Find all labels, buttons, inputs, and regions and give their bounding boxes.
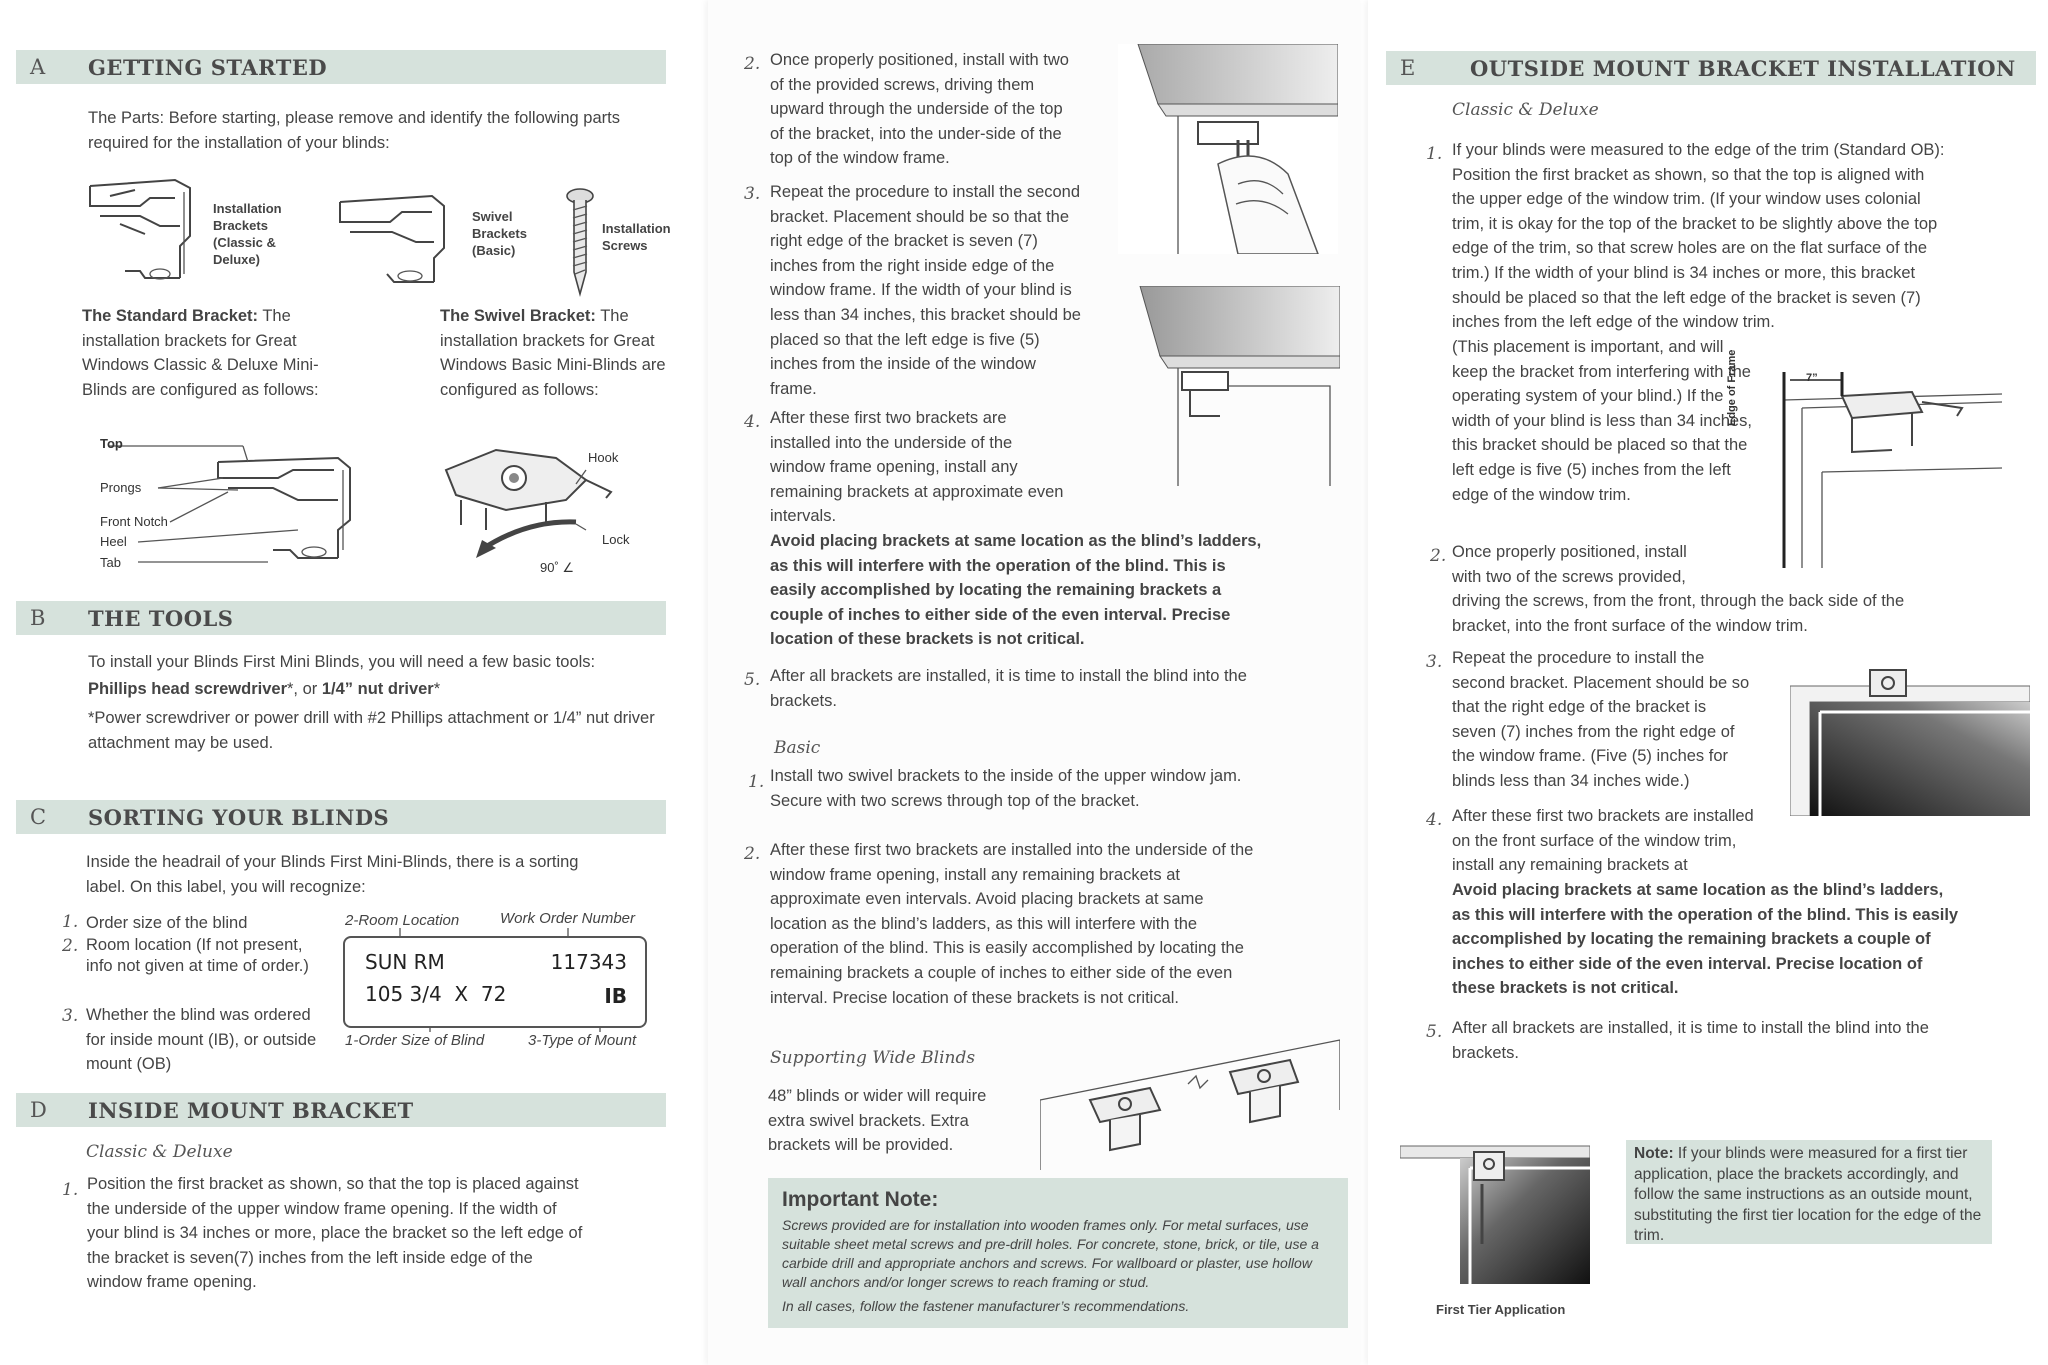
sorting-item-1: Order size of the blind	[86, 914, 248, 932]
label-prongs: Prongs	[100, 480, 142, 495]
label-tab: Tab	[100, 555, 121, 570]
tools-list	[88, 677, 678, 702]
list-number: 2.	[62, 936, 79, 956]
tool-separator: *, or	[287, 680, 322, 698]
outside-step-4: After these first two brackets are installed on the front surface of the window trim, install any remaining brackets at	[1452, 807, 1754, 875]
part-label-swivel-brackets: Swivel Brackets (Basic)	[472, 209, 527, 258]
step-number: 5.	[1426, 1022, 1443, 1042]
outside-step-5: After all brackets are installed, it is time to install the blind into the brackets.	[1452, 1019, 1929, 1062]
basic-step-1: Install two swivel brackets to the inside of the upper window jam. Secure with two screws through top of the bracket.	[770, 767, 1242, 810]
section-d-subtitle: Classic & Deluxe	[86, 1142, 233, 1162]
part-label-installation-screws: Installation Screws	[602, 221, 671, 253]
inside-step-5: After all brackets are installed, it is time to install the blind into the brackets.	[770, 667, 1247, 710]
inside-mount-bracket-image	[1130, 286, 1340, 486]
section-letter: D	[30, 1098, 47, 1122]
label-room: SUN RM	[365, 950, 445, 974]
first-tier-note	[1634, 1144, 1988, 1247]
first-tier-note-box	[1626, 1140, 1992, 1244]
first-tier-note-heading: Note:	[1634, 1145, 1674, 1162]
label-caption-type: 3-Type of Mount	[528, 1032, 637, 1049]
inside-mount-hand-image	[1118, 44, 1338, 254]
label-caption-room: 2-Room Location	[345, 912, 460, 929]
tool-nut-driver: 1/4” nut driver	[321, 680, 434, 698]
label-caption-work-order: Work Order Number	[500, 910, 636, 927]
first-tier-image	[1400, 1094, 1590, 1284]
standard-bracket-diagram	[98, 430, 368, 570]
step-number: 2.	[1430, 546, 1447, 566]
label-caption-size: 1-Order Size of Blind	[345, 1032, 485, 1049]
list-number: 3.	[62, 1006, 79, 1026]
inside-step-1: Position the first bracket as shown, so that the top is placed against the underside of the upper window frame opening. If the width of your blind is 34 inches or more, place the bracket so the left edge of the bracket is seven(7) inches from the left inside edge of the window frame opening.	[87, 1175, 583, 1292]
step-number: 1.	[62, 1180, 79, 1200]
outside-step-2-continued: driving the screws, from the front, through the back side of the bracket, into the front surface of the window trim.	[1452, 592, 1905, 635]
installation-bracket-image	[80, 176, 205, 286]
section-e-subtitle: Classic & Deluxe	[1452, 100, 1599, 120]
standard-bracket-heading: The Standard Bracket:	[82, 307, 259, 325]
step-number: 3.	[744, 184, 761, 204]
standard-bracket-description	[82, 304, 362, 402]
section-b-header	[16, 601, 666, 635]
inside-step-4-warning: Avoid placing brackets at same location as the blind’s ladders, as this will interfere with the operation of the blind. This is easily accomplished by locating the remaining brackets a couple of inches to either side of the even interval. Precise location of these brackets is not critical.	[770, 532, 1262, 649]
tool-asterisk: *	[433, 680, 441, 698]
label-work-order: 117343	[550, 950, 627, 974]
sorting-intro: Inside the headrail of your Blinds First Mini-Blinds, there is a sorting label. On this label, you will recognize:	[86, 853, 579, 896]
outside-step-1-continued: (This placement is important, and will keep the bracket from interfering with the operating system of your blind.) If the width of your blind is less than 34 inches, this bracket should be placed so that the left edge is five (5) inches from the left edge of the window trim.	[1452, 338, 1752, 504]
important-note-text-2: In all cases, follow the fastener manufacturer’s recommendations.	[782, 1298, 1190, 1314]
step-number: 4.	[1426, 810, 1443, 830]
important-note-title: Important Note:	[782, 1188, 939, 1211]
step-number: 3.	[1426, 652, 1443, 672]
important-note-box	[768, 1178, 1348, 1328]
section-title: OUTSIDE MOUNT BRACKET INSTALLATION	[1470, 56, 2016, 81]
step-number: 2.	[744, 844, 761, 864]
standard-bracket-text: The installation brackets for Great Windows Classic & Deluxe Mini-Blinds are configured as follows:	[82, 307, 319, 399]
parts-intro: The Parts: Before starting, please remove and identify the following parts required for the installation of your blinds:	[88, 109, 620, 152]
section-c-header	[16, 800, 666, 834]
section-letter: E	[1400, 56, 1416, 80]
important-note-text: Screws provided are for installation into wooden frames only. For metal surfaces, use suitable sheet metal screws and pre-drill holes. For concrete, stone, brick, or tile, use a carbide drill and appropriate anchors and screws. For wallboard or plaster, use hollow wall anchors and/or longer screws to reach framing or stud.	[782, 1217, 1319, 1290]
section-letter: B	[30, 606, 46, 630]
tool-screwdriver: Phillips head screwdriver	[88, 680, 287, 698]
section-title: THE TOOLS	[88, 606, 234, 631]
section-title: INSIDE MOUNT BRACKET	[88, 1098, 414, 1123]
tools-note: *Power screwdriver or power drill with #2 Phillips attachment or 1/4” nut driver attachment may be used.	[88, 709, 655, 752]
inside-step-2: Once properly positioned, install with two of the provided screws, driving them upward through the underside of the top of the bracket, into the under-side of the top of the window frame.	[770, 51, 1069, 168]
dimension-label: 7”	[1806, 372, 1818, 384]
tools-intro: To install your Blinds First Mini Blinds, you will need a few basic tools:	[88, 653, 596, 671]
wide-blinds-subtitle: Supporting Wide Blinds	[770, 1048, 976, 1068]
section-e-header	[1386, 51, 2036, 85]
first-tier-caption: First Tier Application	[1436, 1302, 1566, 1317]
label-heel: Heel	[100, 534, 127, 549]
section-letter: C	[30, 805, 47, 829]
section-title: SORTING YOUR BLINDS	[88, 805, 390, 830]
inside-step-3: Repeat the procedure to install the second bracket. Placement should be so that the right edge of the bracket is seven (7) inches from the right inside edge of the window frame. If the width of your blind is less than 34 inches, this bracket should be placed so that the left edge is five (5) inches from the inside of the window frame.	[770, 183, 1081, 398]
swivel-bracket-heading: The Swivel Bracket:	[440, 307, 596, 325]
basic-subtitle: Basic	[774, 738, 821, 758]
section-a-header	[16, 50, 666, 84]
wide-blinds-text: 48” blinds or wider will require extra swivel brackets. Extra brackets will be provided.	[768, 1087, 987, 1155]
swivel-bracket-description	[440, 304, 680, 402]
section-d-header	[16, 1093, 666, 1127]
step-number: 1.	[1426, 144, 1443, 164]
outside-step-1: If your blinds were measured to the edge of the trim (Standard OB): Position the first bracket as shown, so that the top is aligned with the upper edge of the window trim. (If your window uses colonial trim, it is okay for the top of the bracket to be slightly above the top edge of the trim, so that screw holes are on the flat surface of the trim.) If the width of your blind is 34 inches or more, this bracket should be placed so that the left edge of the bracket is seven (7) inches from the left edge of the window trim.	[1452, 141, 1945, 332]
sorting-label	[343, 936, 647, 1028]
inside-step-4: After these first two brackets are installed into the underside of the window frame opening, install any remaining brackets at approximate even intervals.	[770, 409, 1064, 526]
outside-step-3: Repeat the procedure to install the second bracket. Placement should be so that the right edge of the bracket is seven (7) inches from the right edge of the window frame. (Five (5) inches for blinds less than 34 inches wide.)	[1452, 649, 1750, 790]
step-number: 1.	[748, 772, 765, 792]
step-number: 5.	[744, 670, 761, 690]
swivel-bracket-image	[332, 188, 462, 288]
part-label-installation-brackets: Installation Brackets (Classic & Deluxe)	[213, 201, 282, 267]
basic-step-2: After these first two brackets are installed into the underside of the window frame opening, install any remaining brackets at approximate even intervals. Avoid placing brackets at same location as the blind’s ladders, as this will interfere with the operation of the blind. This is easily accomplished by locating the remaining brackets a couple of inches to either side of the even interval. Precise location of these brackets is not critical.	[770, 841, 1254, 1007]
label-hook: Hook	[588, 450, 619, 465]
label-lock: Lock	[602, 532, 630, 547]
first-tier-note-text: If your blinds were measured for a first tier application, place the brackets accordingly, and follow the same instructions as an outside mount, substituting the first tier location for the edge of the trim.	[1634, 1145, 1982, 1244]
section-title: GETTING STARTED	[88, 55, 328, 80]
swivel-bracket-text: The installation brackets for Great Windows Basic Mini-Blinds are configured as follows:	[440, 307, 666, 399]
label-front-notch: Front Notch	[100, 514, 168, 529]
outside-window-image	[1790, 666, 2030, 816]
wide-blinds-image	[1040, 1020, 1340, 1170]
sorting-item-2: Room location (If not present, info not given at time of order.)	[86, 936, 309, 975]
step-number: 4.	[744, 412, 761, 432]
outside-step-2: Once properly positioned, install with two of the screws provided,	[1452, 543, 1687, 586]
edge-of-frame-label: Edge of Frame	[1726, 349, 1738, 426]
label-mount: IB	[604, 984, 627, 1008]
outside-step-4-warning: Avoid placing brackets at same location as the blind’s ladders, as this will interfere with the operation of the blind. This is easily accomplished by locating the remaining brackets a couple of inches to either side of the even interval. Precise location of these brackets is not critical.	[1452, 881, 1959, 998]
step-number: 2.	[744, 54, 761, 74]
sorting-item-3: Whether the blind was ordered for inside mount (IB), or outside mount (OB)	[86, 1006, 317, 1074]
section-letter: A	[30, 55, 46, 79]
outside-mount-bracket-image	[1762, 372, 2002, 568]
installation-screw-image	[560, 186, 600, 298]
label-size: 105 3/4 X 72	[365, 982, 507, 1006]
label-angle: 90˚ ∠	[540, 560, 575, 575]
label-top: Top	[100, 436, 123, 451]
list-number: 1.	[62, 912, 79, 932]
